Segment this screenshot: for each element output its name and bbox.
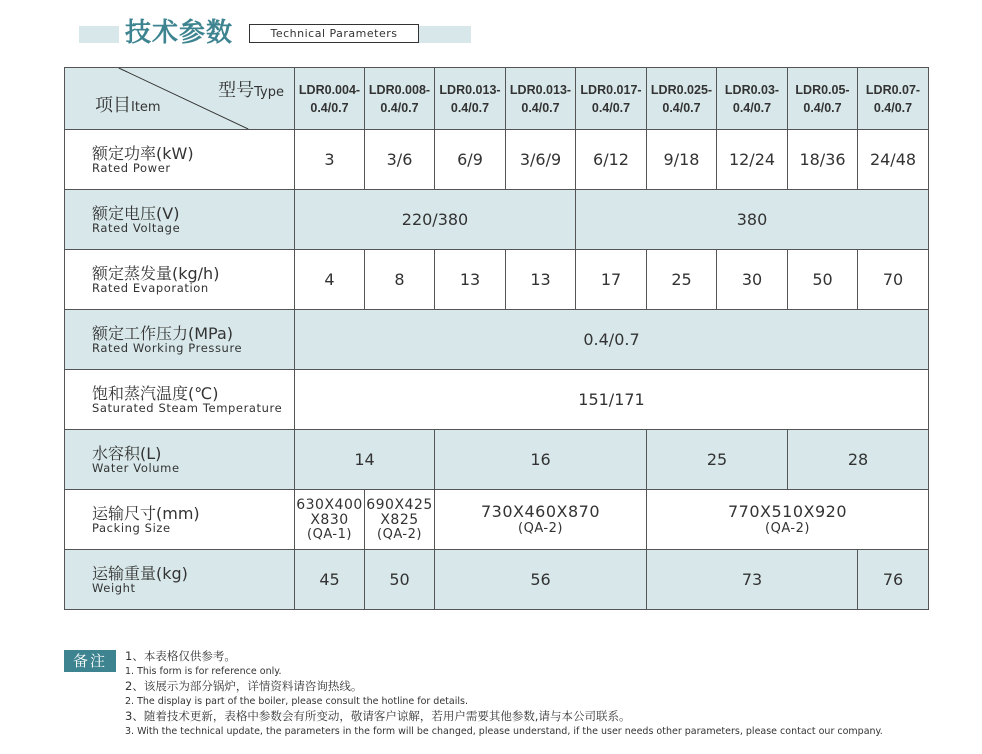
value-cell: 24/48 [858, 130, 929, 190]
model-cell: LDR0.008- 0.4/0.7 [365, 68, 435, 130]
note-item-cn: 3、随着技术更新，表格中参数会有所变动，敬请客户谅解，若用户需要其他参数,请与本公司联系。 [125, 709, 631, 723]
value-cell: 4 [295, 250, 365, 310]
table-row-rated-evaporation [65, 250, 929, 310]
table-row-steam-temperature [65, 370, 929, 430]
value-cell: 30 [717, 250, 788, 310]
corner-header-cell [65, 68, 295, 130]
value-cell: 380 [576, 190, 929, 250]
value-cell: 9/18 [647, 130, 717, 190]
page-title: 技术参数 [125, 18, 234, 48]
value-cell: 28 [788, 430, 929, 490]
model-cell: LDR0.025- 0.4/0.7 [647, 68, 717, 130]
note-item-cn: 2、该展示为部分锅炉，详情资料请咨询热线。 [125, 679, 363, 693]
value-cell: 16 [435, 430, 647, 490]
param-label-cell: 额定功率(kW) Rated Power [65, 130, 295, 190]
value-cell: 70 [858, 250, 929, 310]
note-item-cn: 1、本表格仅供参考。 [125, 649, 236, 663]
value-cell: 0.4/0.7 [295, 310, 929, 370]
value-cell: 17 [576, 250, 647, 310]
value-cell: 690X425 X825 (QA-2) [365, 490, 435, 550]
model-cell: LDR0.013- 0.4/0.7 [506, 68, 576, 130]
value-cell: 18/36 [788, 130, 858, 190]
value-cell: 25 [647, 250, 717, 310]
value-cell: 14 [295, 430, 435, 490]
value-cell: 6/12 [576, 130, 647, 190]
note-item-en: 3. With the technical update, the parameters in the form will be changed, please understand, if the user needs other parameters, please contact our company. [125, 726, 883, 737]
value-cell: 76 [858, 550, 929, 610]
table-row-rated-power [65, 130, 929, 190]
value-cell: 50 [365, 550, 435, 610]
param-label-cell: 额定蒸发量(kg/h) Rated Evaporation [65, 250, 295, 310]
value-cell: 3 [295, 130, 365, 190]
table-header-row [65, 68, 929, 130]
table-row-working-pressure [65, 310, 929, 370]
value-cell: 13 [435, 250, 506, 310]
value-cell: 770X510X920 (QA-2) [647, 490, 929, 550]
value-cell: 6/9 [435, 130, 506, 190]
value-cell: 8 [365, 250, 435, 310]
notes-label: 备注 [64, 650, 116, 672]
notes-list [125, 649, 975, 739]
model-cell: LDR0.03- 0.4/0.7 [717, 68, 788, 130]
note-item-en: 1. This form is for reference only. [125, 666, 282, 677]
value-cell: 3/6 [365, 130, 435, 190]
table-row-water-volume [65, 430, 929, 490]
model-cell: LDR0.017- 0.4/0.7 [576, 68, 647, 130]
header-decor-bar-right [419, 26, 471, 43]
param-label-cell: 运输尺寸(mm) Packing Size [65, 490, 295, 550]
page-title-en: Technical Parameters [249, 24, 419, 43]
model-cell: LDR0.004- 0.4/0.7 [295, 68, 365, 130]
value-cell: 13 [506, 250, 576, 310]
value-cell: 12/24 [717, 130, 788, 190]
model-cell: LDR0.07- 0.4/0.7 [858, 68, 929, 130]
value-cell: 730X460X870 (QA-2) [435, 490, 647, 550]
corner-type-label: 型号Type [218, 80, 284, 101]
model-cell: LDR0.013- 0.4/0.7 [435, 68, 506, 130]
value-cell: 25 [647, 430, 788, 490]
value-cell: 73 [647, 550, 858, 610]
table-row-rated-voltage [65, 190, 929, 250]
corner-item-label: 项目Item [95, 95, 161, 116]
value-cell: 56 [435, 550, 647, 610]
model-cell: LDR0.05- 0.4/0.7 [788, 68, 858, 130]
table-row-packing-size [65, 490, 929, 550]
value-cell: 220/380 [295, 190, 576, 250]
value-cell: 630X400 X830 (QA-1) [295, 490, 365, 550]
param-label-cell: 水容积(L) Water Volume [65, 430, 295, 490]
value-cell: 3/6/9 [506, 130, 576, 190]
param-label-cell: 饱和蒸汽温度(℃) Saturated Steam Temperature [65, 370, 295, 430]
value-cell: 151/171 [295, 370, 929, 430]
table-row-weight [65, 550, 929, 610]
param-label-cell: 运输重量(kg) Weight [65, 550, 295, 610]
value-cell: 45 [295, 550, 365, 610]
note-item-en: 2. The display is part of the boiler, please consult the hotline for details. [125, 696, 468, 707]
param-label-cell: 额定电压(V) Rated Voltage [65, 190, 295, 250]
technical-parameters-table [64, 67, 929, 610]
param-label-cell: 额定工作压力(MPa) Rated Working Pressure [65, 310, 295, 370]
value-cell: 50 [788, 250, 858, 310]
header-decor-bar-left [79, 26, 119, 43]
